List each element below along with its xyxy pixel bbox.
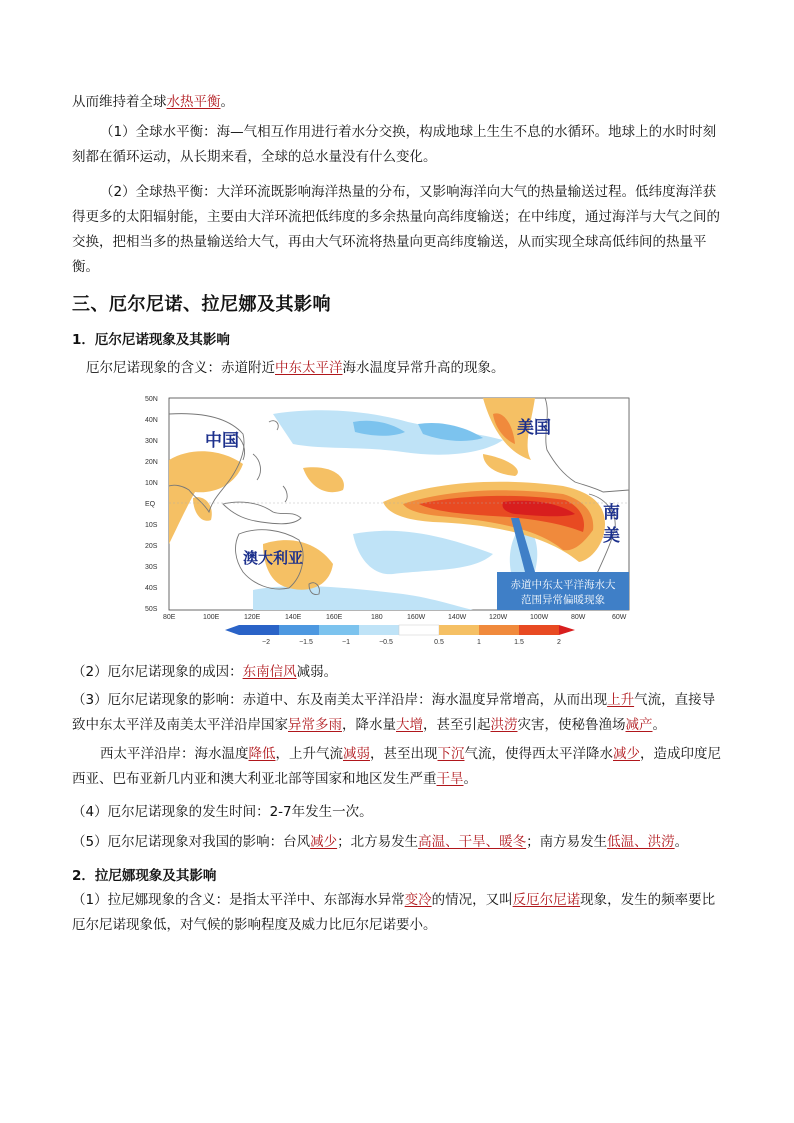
lat-label: 50S: [145, 606, 158, 613]
el-nino-frequency: （4）厄尔尼诺现象的发生时间：2-7年发生一次。: [72, 804, 373, 820]
lat-label: 50N: [145, 396, 158, 403]
lat-label: 20N: [145, 459, 158, 466]
lon-label: 120W: [489, 614, 508, 621]
lon-label: 140W: [448, 614, 467, 621]
lon-label: 100W: [530, 614, 549, 621]
lat-label: 20S: [145, 543, 158, 550]
colorbar-tick: 2: [557, 639, 561, 646]
colorbar-tick: 1: [477, 639, 481, 646]
paragraph-heat-balance: （2）全球热平衡：大洋环流既影响海洋热量的分布，又影响海洋向大气的热量输送过程。低纬度海洋获得更多的太阳辐射能，主要由大洋环流把低纬度的多余热量向高纬度输送；在中纬度，通过海洋与大气之间的交换，把相当多的热量输送给大气，再由大气环流将热量向更高纬度输送，从而实现全球高低纬间的热量平衡。: [72, 184, 720, 275]
colorbar: [225, 625, 575, 646]
colorbar-tick: −1: [342, 639, 350, 646]
label-south-america-2: 美: [603, 526, 620, 546]
lat-label: EQ: [145, 501, 156, 508]
lat-label: 10N: [145, 480, 158, 487]
lon-label: 140E: [285, 614, 302, 621]
el-nino-impact-east: （3）厄尔尼诺现象的影响：赤道中、东及南美太平洋沿岸：海水温度异常增高，从而出现上升气流，直接导致中东太平洋及南美太平洋沿岸国家异常多雨，降水量大增，甚至引起洪涝灾害，使秘鲁渔场减产。: [72, 692, 716, 733]
lat-label: 30S: [145, 564, 158, 571]
lat-label: 30N: [145, 438, 158, 445]
lon-label: 80E: [163, 614, 176, 621]
subsection-heading-el-nino: 1．厄尔尼诺现象及其影响: [72, 332, 230, 348]
callout-line-2: 范围异常偏暖现象: [521, 594, 605, 606]
lon-label: 100E: [203, 614, 220, 621]
el-nino-cause: （2）厄尔尼诺现象的成因：东南信风减弱。: [72, 664, 338, 680]
label-south-america-1: 南: [603, 503, 620, 523]
la-nina-definition: （1）拉尼娜现象的含义：是指太平洋中、东部海水异常变冷的情况，又叫反厄尔尼诺现象，发生的频率要比厄尔尼诺现象低，对气候的影响程度及威力比厄尔尼诺要小。: [72, 892, 716, 933]
el-nino-impact-west: 西太平洋沿岸：海水温度降低，上升气流减弱，甚至出现下沉气流，使得西太平洋降水减少，造成印度尼西亚、巴布亚新几内亚和澳大利亚北部等国家和地区发生严重干旱。: [72, 746, 721, 787]
subsection-heading-la-nina: 2．拉尼娜现象及其影响: [72, 868, 217, 884]
colorbar-tick: −2: [262, 639, 270, 646]
lat-label: 10S: [145, 522, 158, 529]
colorbar-tick: 1.5: [514, 639, 524, 646]
paragraph-heat-balance-intro: 从而维持着全球水热平衡。: [72, 94, 234, 110]
lon-label: 180: [371, 614, 383, 621]
paragraph-water-balance: （1）全球水平衡：海—气相互作用进行着水分交换，构成地球上生生不息的水循环。地球上的水时时刻刻都在循环运动，从长期来看，全球的总水量没有什么变化。: [72, 124, 717, 165]
colorbar-tick: −1.5: [299, 639, 313, 646]
lon-label: 160W: [407, 614, 426, 621]
callout-line-1: 赤道中东太平洋海水大: [510, 579, 616, 591]
el-nino-definition: 厄尔尼诺现象的含义：赤道附近中东太平洋海水温度异常升高的现象。: [86, 360, 505, 376]
lon-label: 160E: [326, 614, 343, 621]
sst-anomaly-map: [143, 394, 639, 646]
lat-label: 40N: [145, 417, 158, 424]
lon-label: 80W: [571, 614, 586, 621]
label-china: 中国: [205, 431, 239, 451]
el-nino-china-impact: （5）厄尔尼诺现象对我国的影响：台风减少；北方易发生高温、干旱、暖冬；南方易发生低温、洪涝。: [72, 834, 689, 850]
colorbar-tick: −0.5: [379, 639, 393, 646]
lon-label: 60W: [612, 614, 627, 621]
term-central-east-pacific: 中东太平洋: [275, 360, 343, 376]
colorbar-tick: 0.5: [434, 639, 444, 646]
section-heading: 三、厄尔尼诺、拉尼娜及其影响: [72, 294, 331, 315]
label-usa: 美国: [517, 418, 551, 438]
term-water-heat-balance: 水热平衡: [166, 94, 221, 110]
lon-label: 120E: [244, 614, 261, 621]
lat-label: 40S: [145, 585, 158, 592]
label-australia: 澳大利亚: [243, 549, 304, 567]
